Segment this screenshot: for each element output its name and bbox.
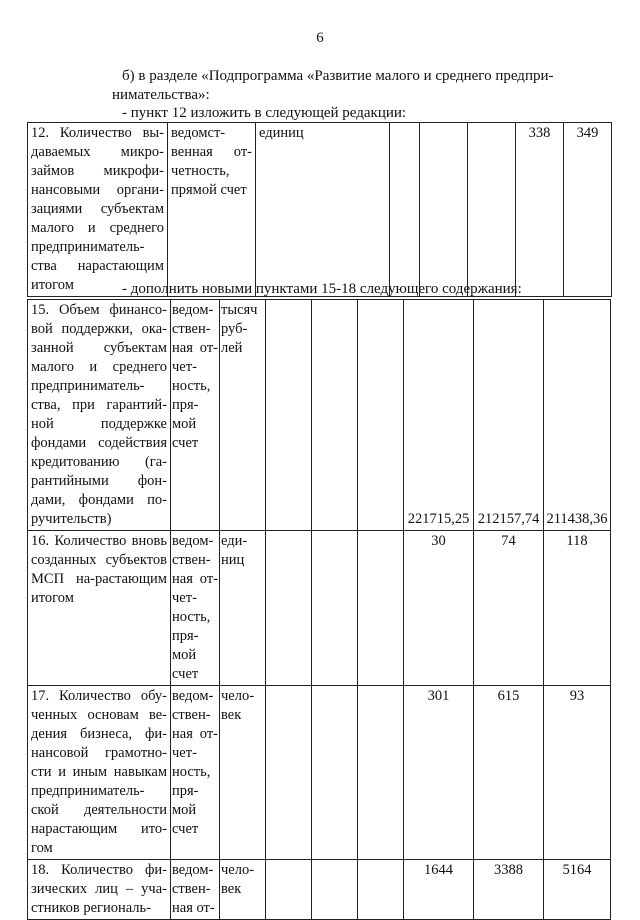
source-cell: ведом-ствен-ная от-чет-ность, пря-мой счет — [171, 686, 220, 860]
indicator-name-cell: 12. Количество вы-даваемых микро-займов микрофи-нансовыми органи-зациями субъектам малого и среднего предприниматель-ства нарастающим итогом — [28, 123, 168, 297]
value-cell: 93 — [544, 686, 611, 860]
unit-cell: чело-век — [220, 686, 266, 860]
value-cell: 5164 — [544, 860, 611, 920]
indicator-name-cell: 17. Количество обу-ченных основам ве-дения бизнеса, фи-нансовой грамотно-сти и иным навыкам предприниматель-ской деятельности нарастающим ито-гом — [28, 686, 171, 860]
value-cell — [312, 860, 358, 920]
table-row — [28, 123, 612, 297]
value-cell: 615 — [474, 686, 544, 860]
value-cell — [266, 860, 312, 920]
value-cell — [390, 123, 420, 297]
indicator-name-cell: 16. Количество вновь созданных субъектов МСП на-растающим итогом — [28, 531, 171, 686]
table-row — [28, 531, 611, 686]
page-number: 6 — [316, 30, 324, 46]
value-cell: 30 — [404, 531, 474, 686]
value-cell — [312, 531, 358, 686]
source-cell: ведом-ствен-ная от- — [171, 860, 220, 920]
source-cell: ведом-ствен-ная от-чет-ность, пря-мой счет — [171, 300, 220, 531]
value-cell: 221715,25 — [404, 300, 474, 531]
unit-cell: чело-век — [220, 860, 266, 920]
value-cell — [266, 300, 312, 531]
value-cell — [266, 686, 312, 860]
value-cell: 212157,74 — [474, 300, 544, 531]
value-cell — [468, 123, 516, 297]
value-cell — [312, 686, 358, 860]
source-cell: ведомст-венная от-четность, прямой счет — [168, 123, 256, 297]
value-cell — [358, 686, 404, 860]
section-intro — [112, 67, 592, 105]
unit-cell: единиц — [256, 123, 390, 297]
value-cell — [358, 531, 404, 686]
value-cell: 301 — [404, 686, 474, 860]
table-items-15-18 — [27, 299, 611, 920]
value-cell — [358, 860, 404, 920]
unit-cell: тысяч руб-лей — [220, 300, 266, 531]
value-cell: 74 — [474, 531, 544, 686]
table-row — [28, 686, 611, 860]
indicator-name-cell: 15. Объем финансо-вой поддержки, ока-занной субъектам малого и среднего предприниматель-ства, при гарантий-ной поддержке фондами содействия кредитованию (га-рантийными фон-дами, фондами по-ручительств) — [28, 300, 171, 531]
table-item-12 — [27, 122, 612, 297]
value-cell: 338 — [516, 123, 564, 297]
source-cell: ведом-ствен-ная от-чет-ность, пря-мой счет — [171, 531, 220, 686]
value-cell: 211438,36 — [544, 300, 611, 531]
intro-line-2: нимательства»: — [112, 87, 210, 103]
indicator-name-cell: 18. Количество фи-зических лиц – уча-стников региональ- — [28, 860, 171, 920]
value-cell — [312, 300, 358, 531]
value-cell — [420, 123, 468, 297]
intro-line-1: б) в разделе «Подпрограмма «Развитие малого и среднего предпри- — [122, 68, 554, 84]
value-cell: 349 — [564, 123, 612, 297]
unit-cell: еди-ниц — [220, 531, 266, 686]
table-row — [28, 300, 611, 531]
value-cell: 1644 — [404, 860, 474, 920]
value-cell: 3388 — [474, 860, 544, 920]
instruction-add-items-15-18: - дополнить новыми пунктами 15-18 следующего содержания: — [122, 281, 522, 297]
instruction-edit-item-12: - пункт 12 изложить в следующей редакции: — [122, 105, 407, 121]
value-cell — [358, 300, 404, 531]
value-cell: 118 — [544, 531, 611, 686]
table-row — [28, 860, 611, 920]
value-cell — [266, 531, 312, 686]
